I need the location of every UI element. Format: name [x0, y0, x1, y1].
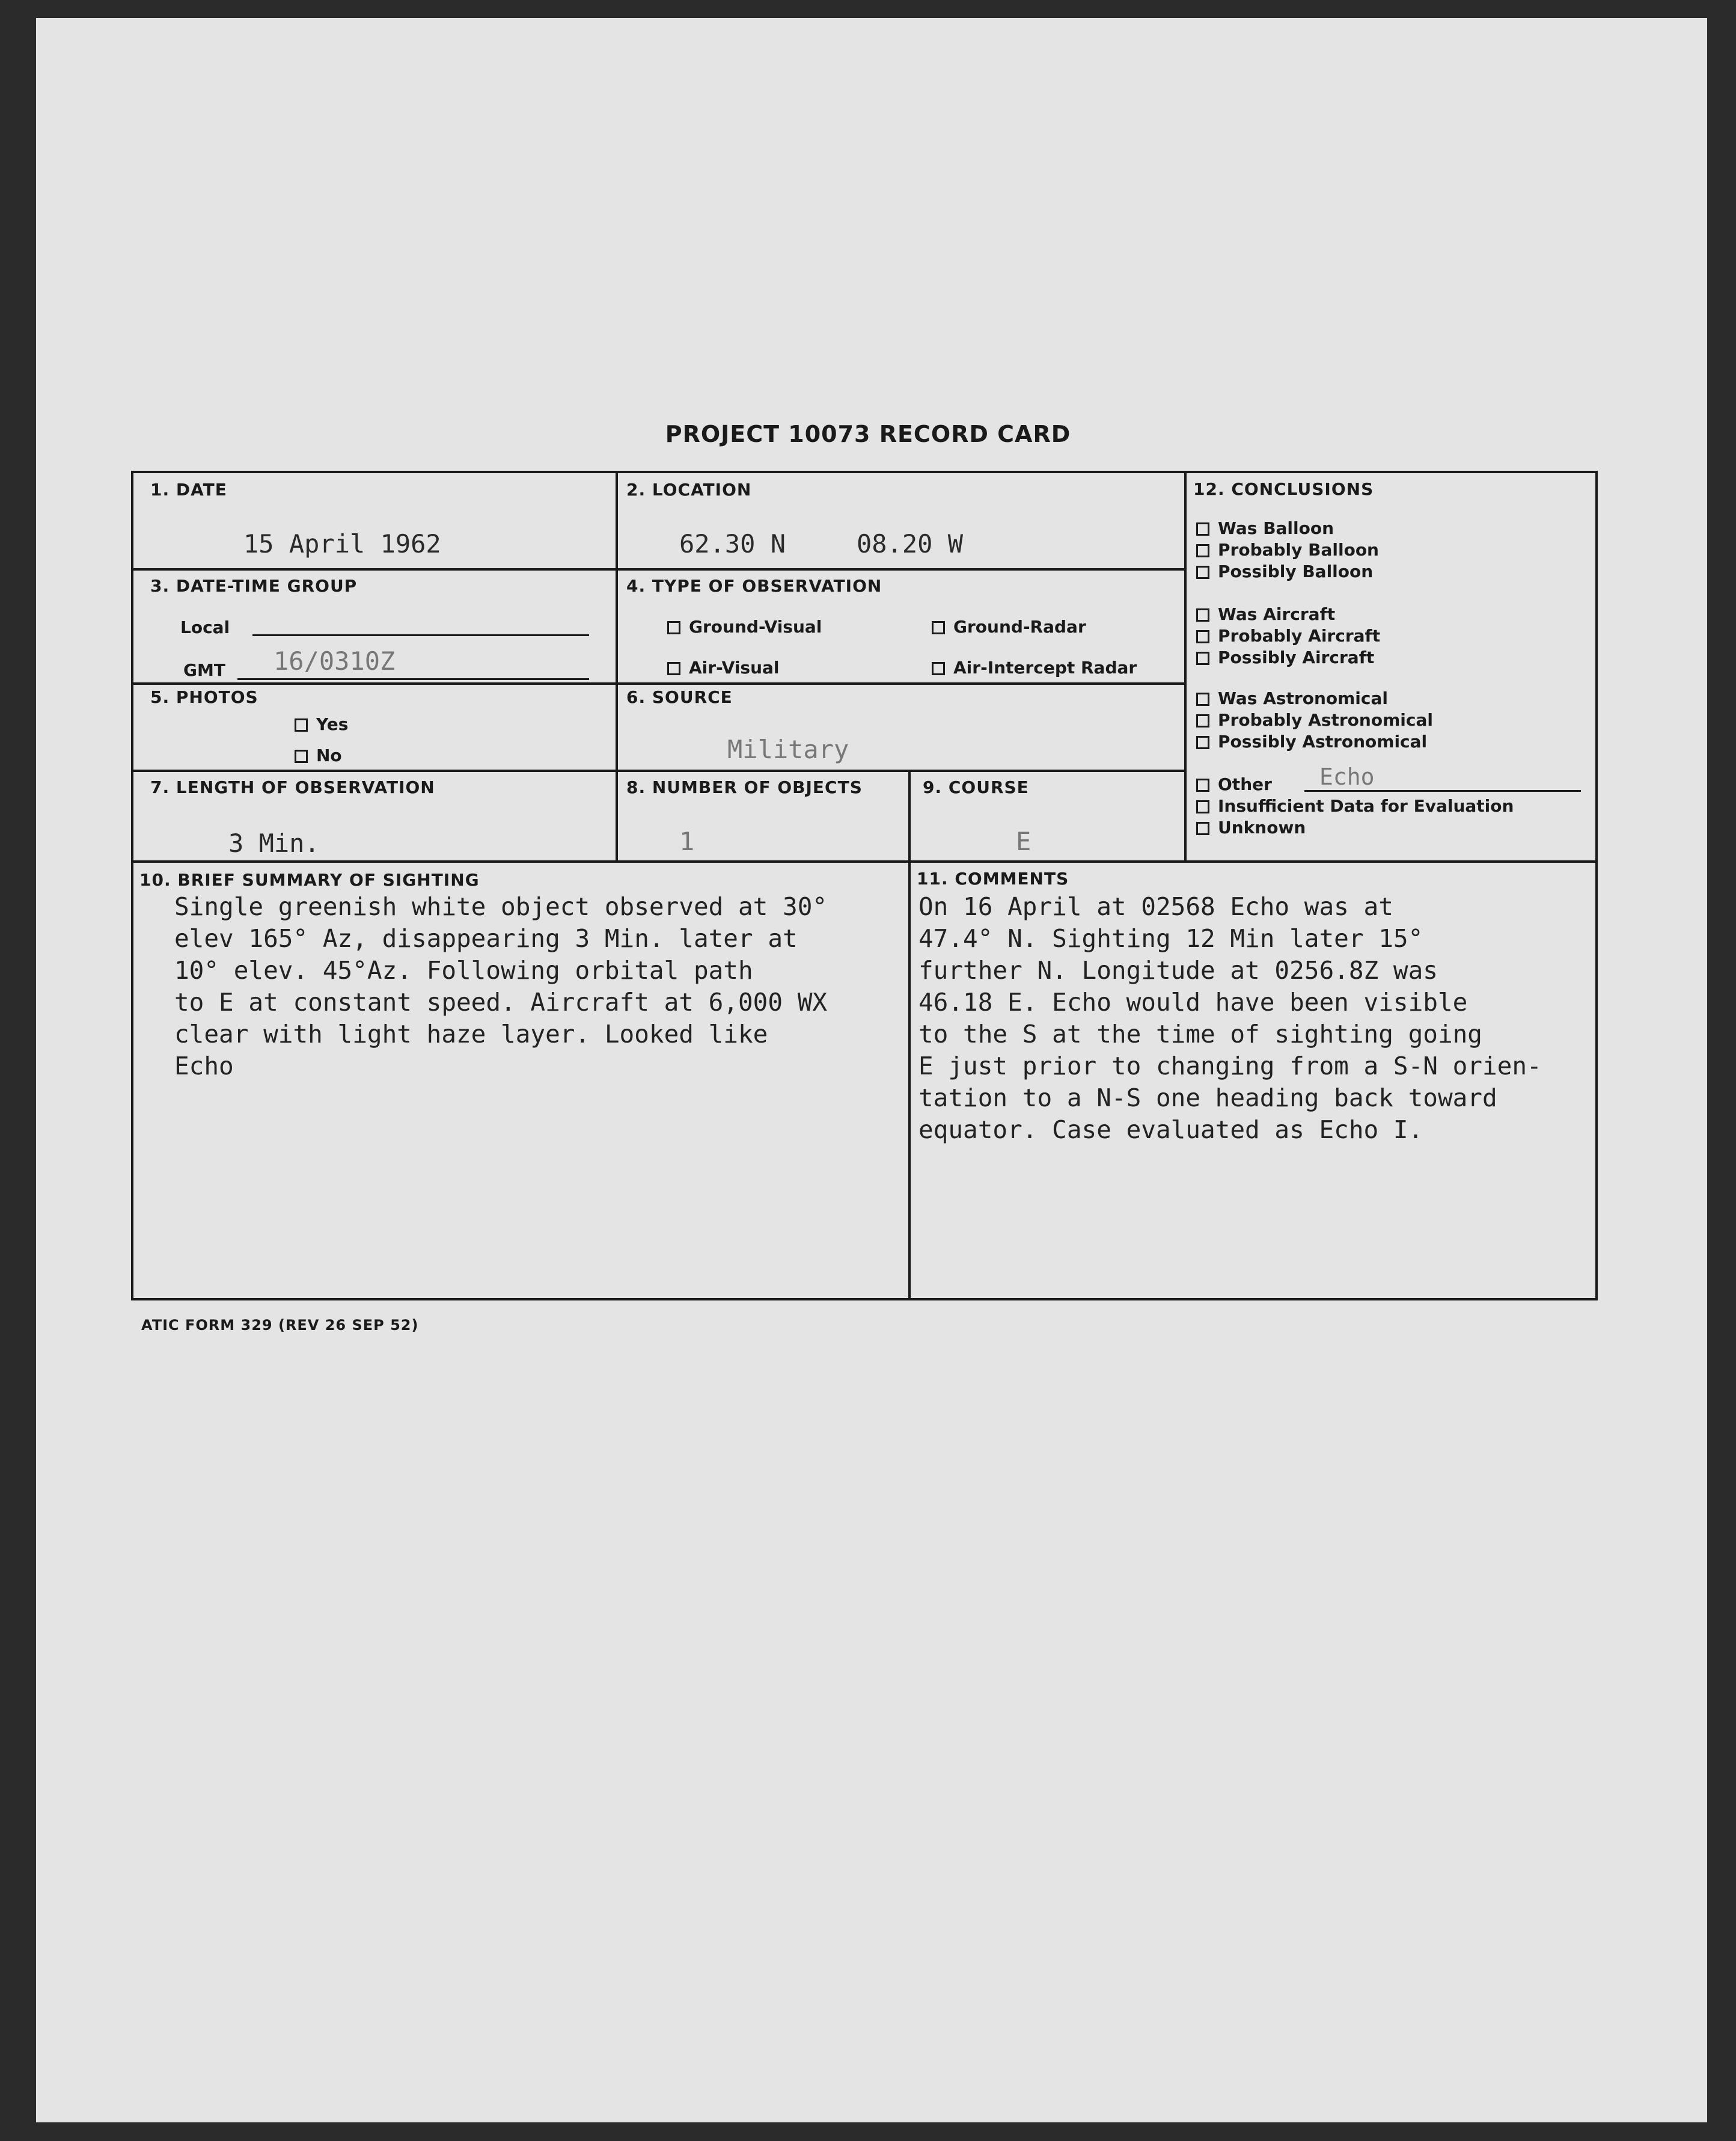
comments-label: 11. COMMENTS: [917, 869, 1069, 889]
conclusions-label: 12. CONCLUSIONS: [1193, 479, 1374, 499]
form-number: ATIC FORM 329 (REV 26 SEP 52): [141, 1317, 419, 1334]
summary-label: 10. BRIEF SUMMARY OF SIGHTING: [139, 870, 480, 890]
checkbox-icon: [1196, 693, 1209, 706]
course-value: E: [1016, 827, 1032, 856]
location-label: 2. LOCATION: [626, 480, 752, 500]
checkbox-icon: [1196, 736, 1209, 749]
length-value: 3 Min.: [228, 829, 320, 858]
dtg-gmt-line: [237, 678, 589, 680]
conclusion-was-aircraft[interactable]: Was Aircraft: [1196, 604, 1335, 624]
conclusion-possibly-astronomical[interactable]: Possibly Astronomical: [1196, 732, 1427, 752]
conclusion-insufficient-data[interactable]: Insufficient Data for Evaluation: [1196, 796, 1514, 816]
obs-ground-visual[interactable]: Ground-Visual: [667, 617, 822, 637]
checkbox-icon: [1196, 800, 1209, 813]
checkbox-icon: [1196, 566, 1209, 579]
conclusion-possibly-aircraft[interactable]: Possibly Aircraft: [1196, 648, 1374, 667]
location-lat: 62.30 N: [679, 529, 786, 559]
dtg-local-line: [252, 634, 589, 636]
checkbox-icon: [1196, 779, 1209, 792]
checkbox-icon: [667, 621, 680, 634]
conclusion-other-value: Echo: [1319, 764, 1375, 790]
divider: [616, 471, 618, 862]
conclusion-possibly-balloon[interactable]: Possibly Balloon: [1196, 562, 1373, 581]
checkbox-icon: [932, 662, 945, 675]
checkbox-icon: [1196, 822, 1209, 835]
checkbox-icon: [1196, 652, 1209, 665]
conclusion-was-balloon[interactable]: Was Balloon: [1196, 518, 1334, 538]
checkbox-icon: [295, 718, 308, 732]
course-label: 9. COURSE: [923, 777, 1029, 797]
num-objects-label: 8. NUMBER OF OBJECTS: [626, 777, 863, 797]
checkbox-icon: [667, 662, 680, 675]
conclusion-unknown[interactable]: Unknown: [1196, 818, 1306, 838]
dtg-gmt-label: GMT: [183, 660, 225, 680]
conclusion-probably-astronomical[interactable]: Probably Astronomical: [1196, 710, 1433, 730]
divider: [131, 568, 1185, 571]
conclusion-other[interactable]: Other: [1196, 774, 1272, 794]
divider: [908, 770, 911, 1300]
checkbox-icon: [932, 621, 945, 634]
dtg-gmt-value: 16/0310Z: [274, 646, 396, 676]
source-value: Military: [727, 735, 849, 764]
checkbox-icon: [1196, 714, 1209, 727]
divider: [131, 770, 1185, 772]
conclusion-was-astronomical[interactable]: Was Astronomical: [1196, 688, 1388, 708]
divider: [131, 860, 1598, 863]
obs-type-label: 4. TYPE OF OBSERVATION: [626, 576, 882, 596]
checkbox-icon: [1196, 544, 1209, 557]
conclusion-probably-balloon[interactable]: Probably Balloon: [1196, 540, 1379, 560]
date-value: 15 April 1962: [243, 529, 441, 559]
checkbox-icon: [1196, 608, 1209, 622]
summary-text: Single greenish white object observed at 30° elev 165° Az, disappearing 3 Min. later at 10° elev. 45°Az. Following orbital path to E at constant speed. Aircraft at 6,000 WX clear with light haze layer. Looked like Echo: [174, 892, 828, 1080]
location-lon: 08.20 W: [857, 529, 964, 559]
dtg-local-label: Local: [180, 617, 230, 637]
length-label: 7. LENGTH OF OBSERVATION: [150, 777, 435, 797]
card-title: PROJECT 10073 RECORD CARD: [665, 421, 1071, 447]
conclusion-other-line: [1304, 790, 1581, 792]
dtg-label: 3. DATE-TIME GROUP: [150, 576, 358, 596]
photos-yes[interactable]: Yes: [295, 714, 348, 734]
divider: [131, 682, 1185, 685]
checkbox-icon: [1196, 522, 1209, 536]
num-objects-value: 1: [679, 827, 695, 856]
source-label: 6. SOURCE: [626, 687, 733, 707]
obs-ground-radar[interactable]: Ground-Radar: [932, 617, 1086, 637]
divider: [1184, 471, 1187, 862]
checkbox-icon: [295, 750, 308, 763]
photos-no[interactable]: No: [295, 746, 342, 765]
conclusion-probably-aircraft[interactable]: Probably Aircraft: [1196, 626, 1380, 646]
obs-air-intercept-radar[interactable]: Air-Intercept Radar: [932, 658, 1137, 678]
photos-label: 5. PHOTOS: [150, 687, 258, 707]
obs-air-visual[interactable]: Air-Visual: [667, 658, 780, 678]
checkbox-icon: [1196, 630, 1209, 643]
date-label: 1. DATE: [150, 480, 227, 500]
comments-text: On 16 April at 02568 Echo was at 47.4° N. Sighting 12 Min later 15° further N. Longitude at 0256.8Z was 46.18 E. Echo would have been visible to the S at the time of sighting going E just prior to changing from a S-N orien- tation to a N-S one heading back toward equator. Case evaluated as Echo I.: [918, 892, 1542, 1144]
